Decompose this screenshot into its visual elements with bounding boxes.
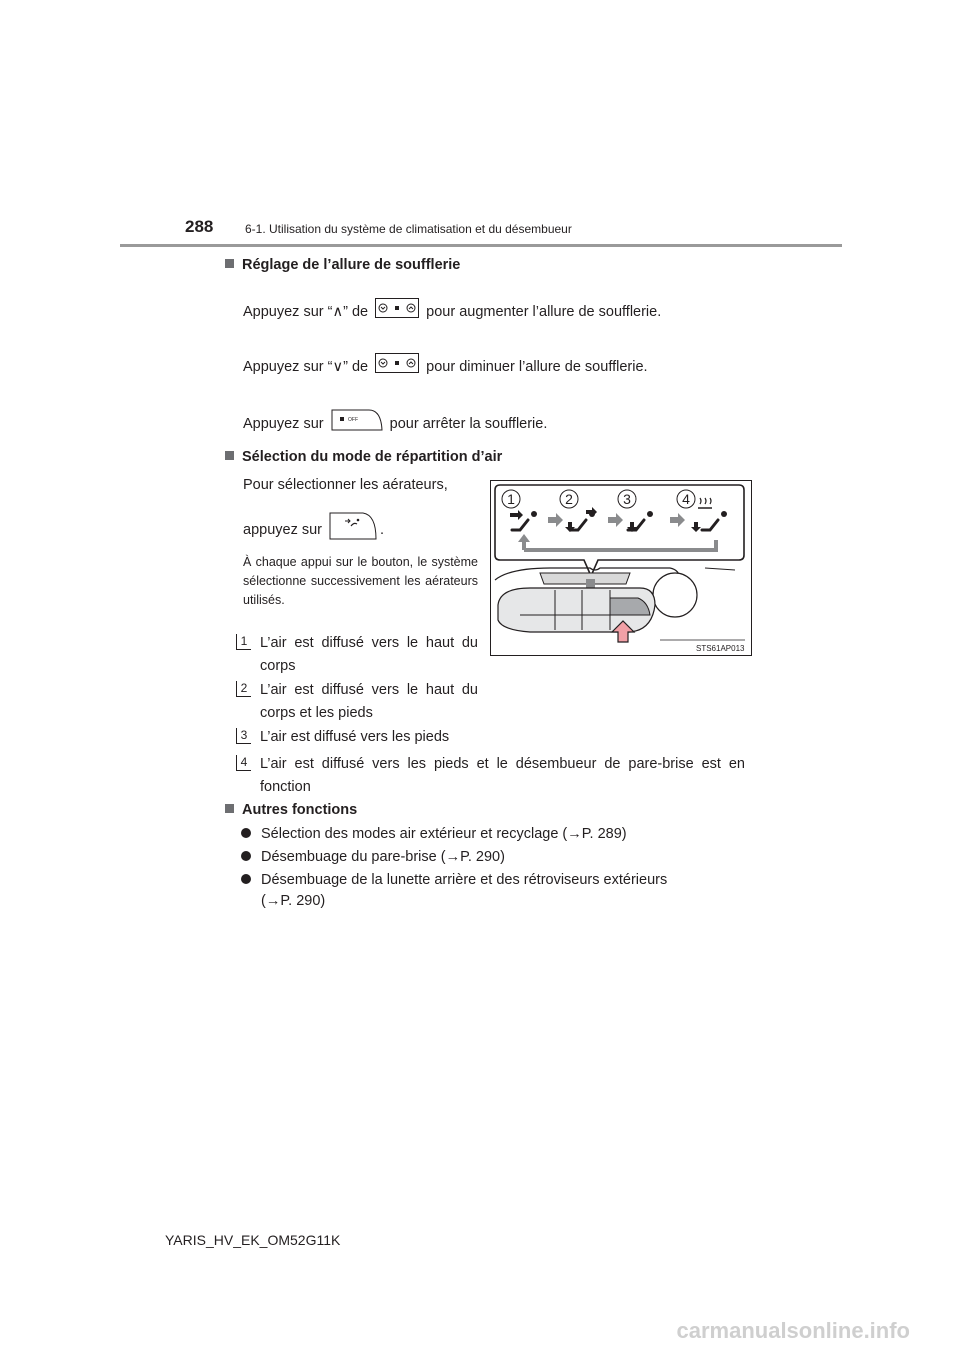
mode-intro-line-a: Pour sélectionner les aérateurs, [243,477,448,493]
air-mode-figure [490,480,752,661]
section-header: 6-1. Utilisation du système de climatisation et du désembueur [245,222,572,236]
list-number-3: 3 [236,728,251,744]
other-functions-heading: Autres fonctions [225,802,357,818]
page-number: 288 [185,217,214,236]
figure-number-1: 1 [507,491,515,507]
figure-number-3: 3 [623,491,631,507]
air-mode-button-icon [329,512,377,548]
list-item: Désembuage du pare-brise (→P. 290) [241,846,505,869]
document-code: YARIS_HV_EK_OM52G11K [165,1232,341,1248]
fan-off-button-icon [331,409,383,439]
list-item: L’air est diffusé vers le haut du corps [260,635,478,674]
list-item: L’air est diffusé vers les pieds [260,729,450,745]
figure-number-2: 2 [565,491,573,507]
fan-increase-instruction: Appuyez sur “∧” de pour augmenter l’allure de soufflerie. [243,298,661,326]
fan-speed-heading: Réglage de l’allure de soufflerie [225,257,460,273]
watermark: carmanualsonline.info [676,1318,910,1343]
fan-off-instruction: Appuyez sur OFF pour arrêter la soufflerie. [243,409,547,439]
svg-text:OFF: OFF [347,417,358,423]
fan-decrease-instruction: Appuyez sur “∨” de pour diminuer l’allure de soufflerie. [243,353,648,381]
square-bullet-icon [225,804,234,813]
list-number-2: 2 [236,681,251,697]
list-item: Désembuage de la lunette arrière et des rétroviseurs extérieurs [241,869,667,892]
figure-code: STS61AP013 [696,644,745,653]
list-number-1: 1 [236,634,251,650]
list-item: Sélection des modes air extérieur et recyclage (→P. 289) [241,823,627,846]
fan-speed-button-icon [375,298,419,326]
figure-number-4: 4 [682,491,690,507]
center-vent [540,573,630,584]
control-dial [653,573,697,617]
air-mode-heading: Sélection du mode de répartition d’air [225,449,502,465]
square-bullet-icon [225,259,234,268]
fan-speed-button-icon [375,353,419,381]
header-divider [120,244,842,247]
bullet-icon [241,828,251,838]
mode-note: À chaque appui sur le bouton, le système sélectionne successivement les aérateurs utilisés. [243,555,478,607]
bullet-icon [241,851,251,861]
bullet-icon [241,874,251,884]
list-item-continuation: (→P. 290) [261,893,326,909]
list-number-4: 4 [236,755,251,771]
list-item: L’air est diffusé vers les pieds et le désembueur de pare-brise est en fonction [260,756,745,795]
list-item: L’air est diffusé vers le haut du corps et les pieds [260,682,478,721]
callout-indicator [586,579,595,588]
mode-intro-line-b: appuyez sur . [243,512,384,548]
square-bullet-icon [225,451,234,460]
